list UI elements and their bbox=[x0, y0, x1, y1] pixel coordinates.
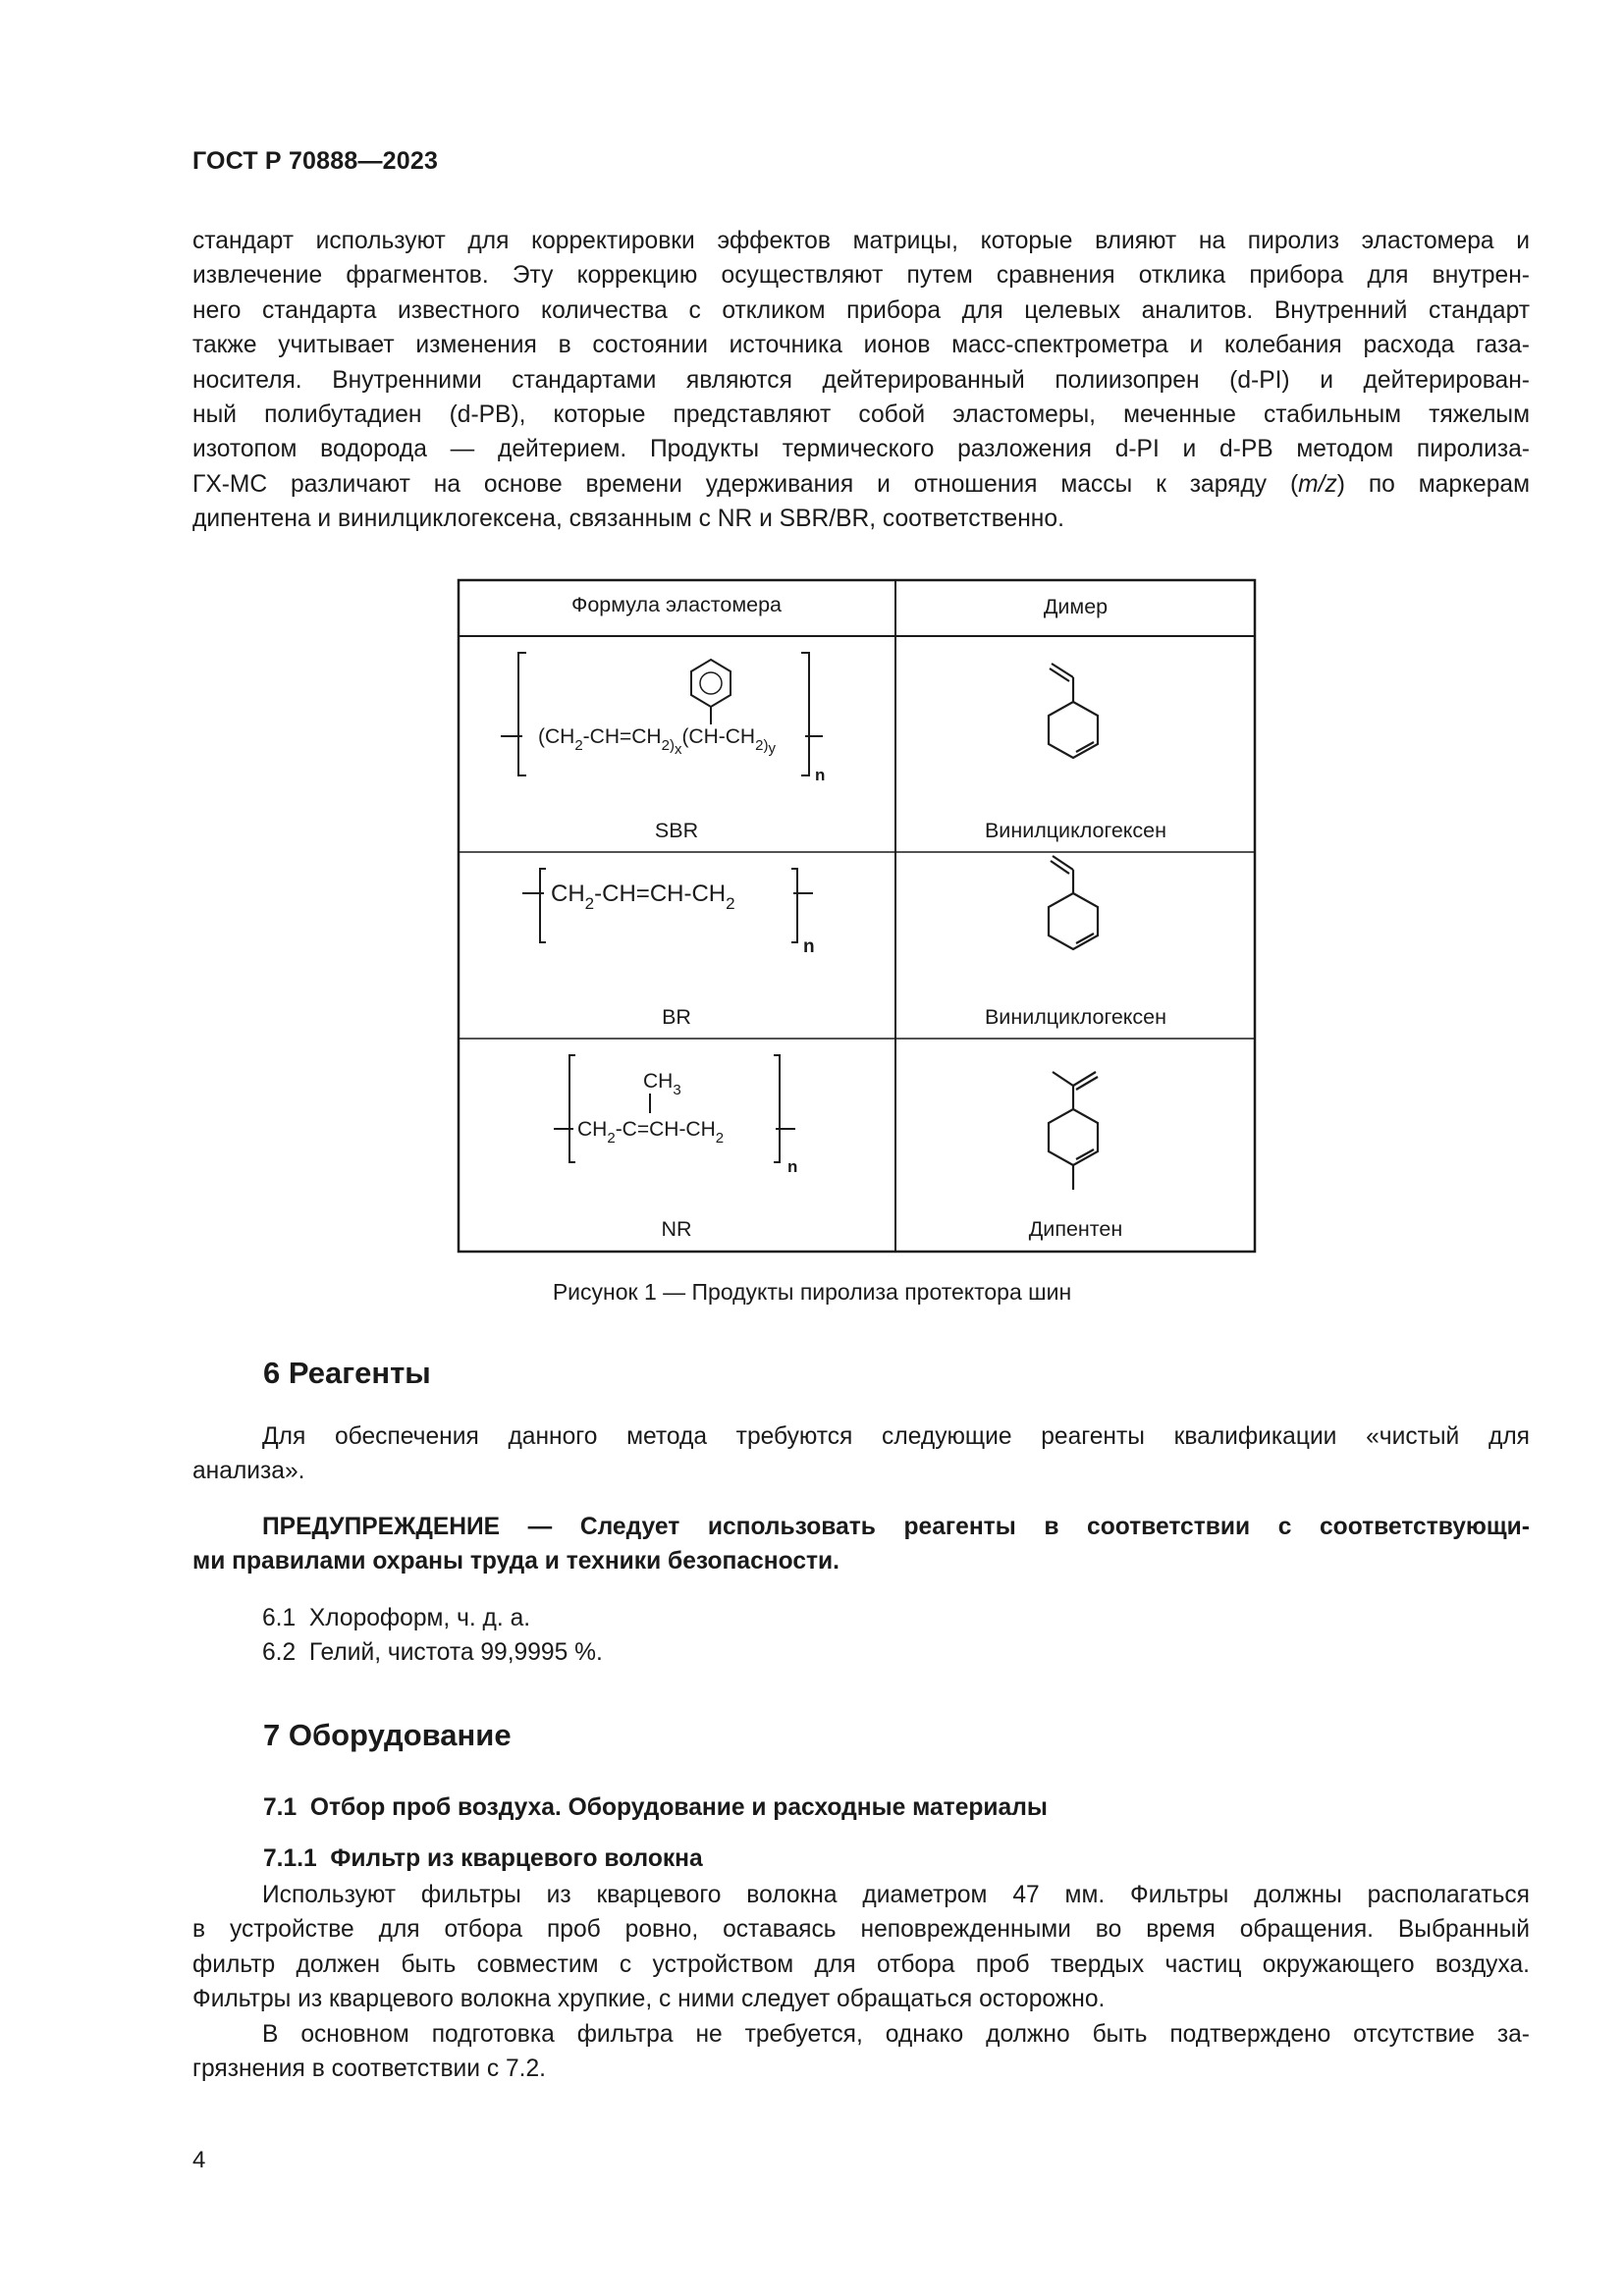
dimer-label: Винилциклогексен bbox=[984, 1005, 1167, 1029]
vinylcyclohexene-structure bbox=[1049, 856, 1098, 949]
column-header-formula: Формула эластомера bbox=[570, 593, 782, 616]
text-line: в устройстве для отбора проб ровно, оставаясь неповрежденными во время обращения. Выбранный bbox=[192, 1916, 1530, 1944]
text-line: грязнения в соответствии с 7.2. bbox=[192, 2056, 546, 2083]
list-item: 6.2 Гелий, чистота 99,9995 %. bbox=[262, 1639, 603, 1667]
bracket-right bbox=[791, 869, 797, 942]
figure-table bbox=[458, 579, 1256, 1254]
text-line: Используют фильтры из кварцевого волокна диаметром 47 мм. Фильтры должны располагаться bbox=[262, 1882, 1530, 1908]
column-header-dimer: Димер bbox=[1043, 595, 1109, 618]
dimer-label: Дипентен bbox=[1028, 1217, 1123, 1241]
intro-paragraph bbox=[192, 224, 1530, 537]
polymer-label: NR bbox=[661, 1217, 692, 1241]
text-line: ный полибутадиен (d-PB), которые представляют собой эластомеры, меченные стабильным тяжелым bbox=[192, 401, 1530, 429]
sbr-n: n bbox=[815, 766, 826, 784]
text-line: ПРЕДУПРЕЖДЕНИЕ — Следует использовать реагенты в соответствии с соответствующи- bbox=[262, 1514, 1530, 1540]
text-line: носителя. Внутренними стандартами являются дейтерированный полиизопрен (d-PI) и дейтерирован- bbox=[192, 366, 1530, 394]
text-line: В основном подготовка фильтра не требуется, однако должно быть подтверждено отсутствие за- bbox=[262, 2021, 1530, 2048]
table-border bbox=[459, 580, 1255, 1252]
text-line: него стандарта известного количества с откликом прибора для целевых аналитов. Внутренний стандарт bbox=[192, 296, 1530, 324]
document-header: ГОСТ Р 70888—2023 bbox=[192, 147, 439, 175]
text-line: изотопом водорода — дейтерием. Продукты термического разложения d-PI и d-PB методом пиролиза- bbox=[192, 436, 1530, 463]
text-line: также учитывает изменения в состоянии источника ионов масс-спектрометра и колебания расхода газа- bbox=[192, 332, 1530, 359]
section-7-paragraph-2 bbox=[192, 2017, 1530, 2087]
bracket-left bbox=[569, 1055, 575, 1162]
subsection-7-1-1-title: 7.1.1 Фильтр из кварцевого волокна bbox=[263, 1845, 703, 1872]
bracket-left bbox=[518, 653, 526, 775]
br-formula-text: $CH_2-CH=CH-CH_2$ bbox=[551, 881, 735, 913]
sbr-formula-text: $(CH_2-CH=CH_2)x(CH-CH_2)y$ bbox=[538, 725, 776, 758]
nr-formula-text: $CH_2-C=CH-CH_2$ bbox=[577, 1118, 725, 1147]
section-7-paragraph-1 bbox=[192, 1878, 1530, 2017]
text-line: дипентена и винилциклогексена, связанным с NR и SBR/BR, соответственно. bbox=[192, 506, 1064, 533]
text-line: Фильтры из кварцевого волокна хрупкие, с ними следует обращаться осторожно. bbox=[192, 1986, 1106, 2013]
sbr-formula bbox=[501, 653, 823, 775]
reagent-list bbox=[262, 1601, 1530, 1671]
mz-italic: m/z bbox=[1298, 470, 1337, 498]
figure-structures bbox=[458, 579, 1256, 1254]
polymer-label: BR bbox=[662, 1005, 691, 1029]
list-item: 6.1 Хлороформ, ч. д. а. bbox=[262, 1605, 531, 1631]
section-7-title: 7 Оборудование bbox=[263, 1718, 512, 1752]
section-6-paragraph bbox=[192, 1419, 1530, 1489]
benzene-ring bbox=[691, 660, 731, 707]
vinylcyclohexene-structure bbox=[1049, 664, 1098, 758]
polymer-label: SBR bbox=[654, 819, 699, 842]
nr-ch3-text: $CH_3$ bbox=[643, 1070, 681, 1098]
text-line: стандарт используют для корректировки эффектов матрицы, которые влияют на пиролиз эластомера и bbox=[192, 228, 1530, 254]
subsection-7-1-title: 7.1 Отбор проб воздуха. Оборудование и расходные материалы bbox=[263, 1794, 1048, 1821]
text-line: ми правилами охраны труда и техники безопасности. bbox=[192, 1548, 839, 1575]
text-line: извлечение фрагментов. Эту коррекцию осуществляют путем сравнения отклика прибора для внутрен- bbox=[192, 262, 1530, 290]
bracket-right bbox=[774, 1055, 780, 1162]
warning-paragraph bbox=[192, 1510, 1530, 1579]
text-line: Для обеспечения данного метода требуются следующие реагенты квалификации «чистый для bbox=[262, 1423, 1530, 1450]
figure-caption: Рисунок 1 — Продукты пиролиза протектора шин bbox=[552, 1279, 1072, 1305]
br-n: n bbox=[803, 936, 815, 957]
nr-formula bbox=[554, 1055, 795, 1162]
bracket-right bbox=[801, 653, 809, 775]
dimer-label: Винилциклогексен bbox=[984, 819, 1167, 842]
nr-n: n bbox=[787, 1157, 798, 1176]
section-6-title: 6 Реагенты bbox=[263, 1356, 431, 1390]
text-line: анализа». bbox=[192, 1458, 305, 1485]
text-line: ГХ-МС различают на основе времени удерживания и отношения массы к заряду (m/z) по маркерам bbox=[192, 470, 1530, 498]
page-number: 4 bbox=[192, 2147, 206, 2173]
text-line: фильтр должен быть совместим с устройством для отбора проб твердых частиц окружающего воздуха. bbox=[192, 1950, 1530, 1978]
bracket-left bbox=[540, 869, 546, 942]
dipentene-structure bbox=[1049, 1072, 1098, 1190]
